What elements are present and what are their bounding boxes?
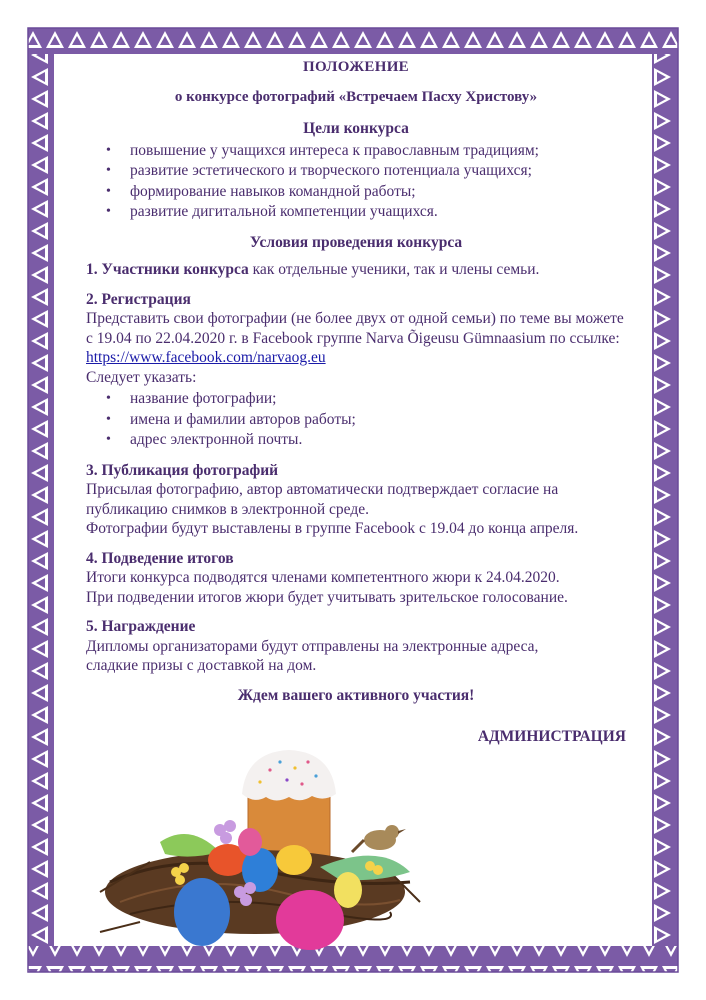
blue-egg: [174, 878, 230, 946]
document-subtitle: о конкурсе фотографий «Встречаем Пасху Христову»: [174, 88, 538, 105]
participants-text: как отдельные ученики, так и члены семьи.: [248, 261, 540, 278]
list-item: • повышение у учащихся интереса к православным традициям;: [86, 141, 626, 162]
goals-list: [86, 141, 626, 223]
facebook-link[interactable]: https://www.facebook.com/narvaog.eu: [86, 349, 326, 366]
registration-note: Следует указать:: [86, 368, 197, 386]
goals-heading: Цели конкурса: [303, 120, 409, 137]
award-line-1: Дипломы организаторами будут отправлены на электронные адреса,: [86, 637, 539, 655]
registration-text: Представить свои фотографии (не более двух от одной семьи) по теме вы можете с 19.04 по 22.04.2020 г. в Facebook группе Narva Õigeusu Gümnaasium по ссылке:: [86, 310, 624, 347]
publication-line-1: Присылая фотографию, автор автоматически подтверждает согласие на публикацию снимков в электронной среде.: [86, 481, 559, 518]
section-results: [86, 549, 626, 608]
results-line-2: При подведении итогов жюри будет учитывать зрительское голосование.: [86, 588, 568, 606]
easter-illustration: [80, 742, 440, 952]
list-item: • имена и фамилии авторов работы;: [86, 410, 626, 431]
award-line-2: сладкие призы с доставкой на дом.: [86, 657, 317, 674]
document-title: ПОЛОЖЕНИЕ: [303, 59, 409, 75]
results-heading: 4. Подведение итогов: [86, 549, 234, 567]
closing-line: Ждем вашего активного участия!: [237, 686, 475, 704]
bird-image: [352, 825, 406, 852]
publication-line-2: Фотографии будут выставлены в группе Facebook с 19.04 до конца апреля.: [86, 520, 579, 537]
list-item: • развитие эстетического и творческого потенциала учащихся;: [86, 161, 626, 182]
pink-egg: [276, 890, 344, 950]
list-item: • развитие дигитальной компетенции учащихся.: [86, 202, 626, 223]
publication-heading: 3. Публикация фотографий: [86, 461, 279, 479]
list-item: • формирование навыков командной работы;: [86, 182, 626, 203]
section-award: [86, 617, 626, 676]
list-item: • адрес электронной почты.: [86, 430, 626, 451]
conditions-heading: Условия проведения конкурса: [249, 233, 463, 251]
section-participants: [86, 260, 626, 280]
section-registration: [86, 290, 626, 388]
participants-label: 1. Участники конкурса: [86, 261, 249, 278]
list-item: • название фотографии;: [86, 389, 626, 410]
award-heading: 5. Награждение: [86, 618, 196, 635]
results-line-1: Итоги конкурса подводятся членами компетентного жюри к 24.04.2020.: [86, 569, 560, 586]
registration-heading: 2. Регистрация: [86, 290, 191, 308]
signature: АДМИНИСТРАЦИЯ: [477, 728, 626, 745]
document-body: [86, 58, 626, 747]
registration-list: [86, 389, 626, 451]
section-publication: [86, 461, 626, 539]
